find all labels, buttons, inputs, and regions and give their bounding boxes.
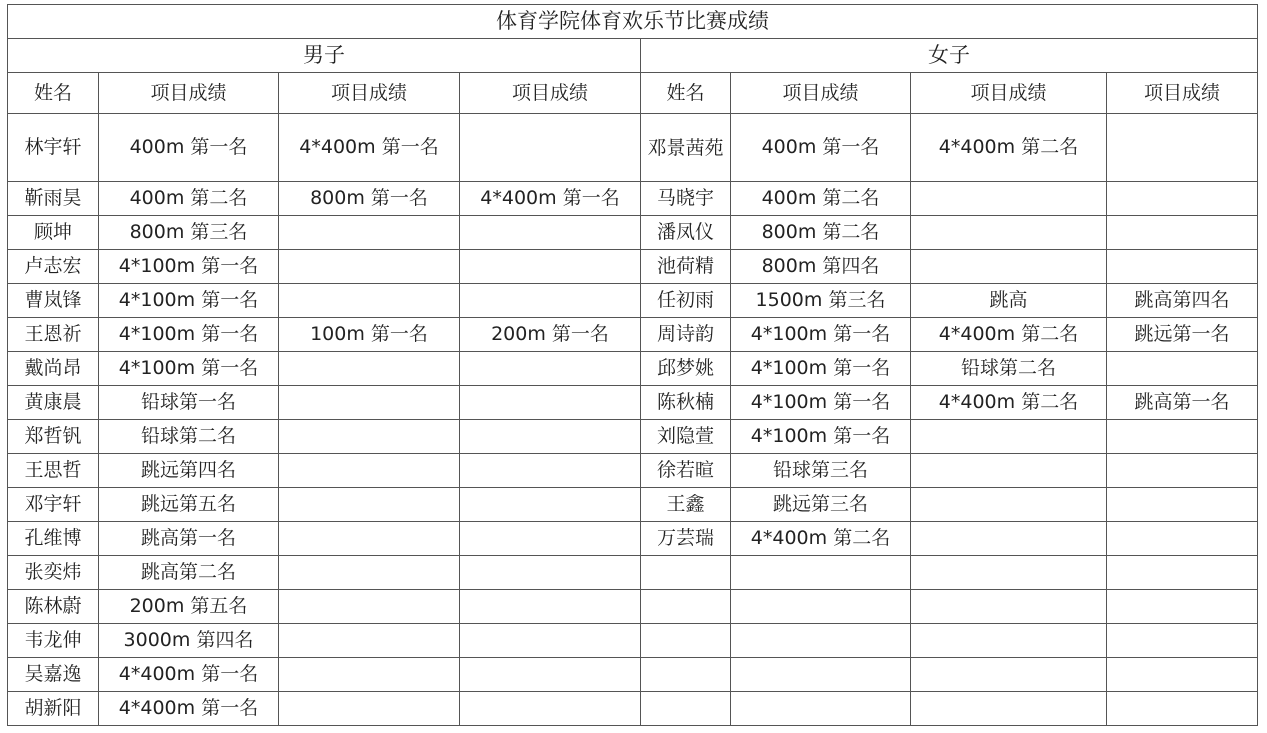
name-cell: 任初雨 — [641, 284, 731, 318]
table-row — [8, 352, 1258, 386]
name-cell: 徐若暄 — [641, 454, 731, 488]
header-row — [8, 73, 1258, 114]
name-cell — [641, 556, 731, 590]
result-cell — [911, 522, 1107, 556]
result-cell: 跳高第一名 — [1107, 386, 1258, 420]
result-cell — [279, 386, 460, 420]
result-cell — [279, 352, 460, 386]
result-cell — [460, 488, 641, 522]
name-cell: 孔维博 — [8, 522, 99, 556]
result-cell — [460, 216, 641, 250]
name-cell: 潘凤仪 — [641, 216, 731, 250]
result-cell — [279, 284, 460, 318]
result-cell — [1107, 556, 1258, 590]
result-cell — [460, 250, 641, 284]
name-cell: 林宇轩 — [8, 114, 99, 182]
name-cell: 张奕炜 — [8, 556, 99, 590]
result-cell: 400m 第二名 — [731, 182, 911, 216]
header-cell: 项目成绩 — [279, 73, 460, 114]
result-cell: 4*400m 第一名 — [99, 692, 279, 726]
result-cell — [279, 590, 460, 624]
result-cell: 4*400m 第一名 — [99, 658, 279, 692]
result-cell: 800m 第一名 — [279, 182, 460, 216]
result-cell: 跳高第一名 — [99, 522, 279, 556]
name-cell — [641, 590, 731, 624]
name-cell: 万芸瑞 — [641, 522, 731, 556]
result-cell — [911, 420, 1107, 454]
result-cell — [460, 692, 641, 726]
result-cell: 800m 第四名 — [731, 250, 911, 284]
result-cell — [731, 556, 911, 590]
result-cell: 铅球第二名 — [911, 352, 1107, 386]
result-cell — [911, 182, 1107, 216]
name-cell — [641, 624, 731, 658]
result-cell: 4*400m 第二名 — [911, 114, 1107, 182]
result-cell — [1107, 692, 1258, 726]
name-cell: 郑哲钒 — [8, 420, 99, 454]
result-cell — [279, 624, 460, 658]
table-row — [8, 386, 1258, 420]
result-cell: 4*100m 第一名 — [99, 318, 279, 352]
result-cell: 200m 第五名 — [99, 590, 279, 624]
result-cell — [460, 352, 641, 386]
result-cell: 400m 第二名 — [99, 182, 279, 216]
header-cell: 项目成绩 — [99, 73, 279, 114]
name-cell: 周诗韵 — [641, 318, 731, 352]
table-row — [8, 114, 1258, 182]
result-cell — [911, 454, 1107, 488]
name-cell — [641, 658, 731, 692]
table-row — [8, 488, 1258, 522]
result-cell: 跳高 — [911, 284, 1107, 318]
result-cell: 4*400m 第一名 — [279, 114, 460, 182]
result-cell — [279, 522, 460, 556]
results-table — [7, 4, 1258, 726]
table-row — [8, 250, 1258, 284]
result-cell — [279, 216, 460, 250]
result-cell — [1107, 420, 1258, 454]
result-cell — [731, 624, 911, 658]
result-cell: 4*100m 第一名 — [99, 250, 279, 284]
result-cell: 4*100m 第一名 — [731, 318, 911, 352]
result-cell: 4*100m 第一名 — [99, 284, 279, 318]
result-cell: 4*400m 第一名 — [460, 182, 641, 216]
name-cell: 陈林蔚 — [8, 590, 99, 624]
name-cell: 王鑫 — [641, 488, 731, 522]
result-cell: 4*100m 第一名 — [99, 352, 279, 386]
result-cell — [911, 658, 1107, 692]
result-cell — [1107, 352, 1258, 386]
result-cell — [460, 454, 641, 488]
section-female: 女子 — [641, 39, 1258, 73]
result-cell: 4*100m 第一名 — [731, 352, 911, 386]
header-cell: 项目成绩 — [1107, 73, 1258, 114]
table-row — [8, 658, 1258, 692]
header-cell: 项目成绩 — [460, 73, 641, 114]
result-cell — [460, 556, 641, 590]
result-cell: 800m 第三名 — [99, 216, 279, 250]
table-row — [8, 692, 1258, 726]
result-cell — [279, 658, 460, 692]
result-cell: 4*400m 第二名 — [911, 386, 1107, 420]
result-cell — [1107, 488, 1258, 522]
table-row — [8, 420, 1258, 454]
title-row — [8, 5, 1258, 39]
result-cell: 跳高第四名 — [1107, 284, 1258, 318]
result-cell: 4*100m 第一名 — [731, 386, 911, 420]
result-cell — [731, 692, 911, 726]
name-cell: 王恩祈 — [8, 318, 99, 352]
name-cell: 王思哲 — [8, 454, 99, 488]
name-cell: 靳雨昊 — [8, 182, 99, 216]
result-cell — [279, 488, 460, 522]
name-cell: 马晓宇 — [641, 182, 731, 216]
result-cell — [460, 658, 641, 692]
result-cell — [911, 488, 1107, 522]
result-cell — [460, 624, 641, 658]
results-sheet — [7, 4, 1258, 726]
result-cell — [279, 420, 460, 454]
result-cell — [460, 522, 641, 556]
result-cell — [460, 114, 641, 182]
result-cell — [1107, 216, 1258, 250]
result-cell: 跳远第四名 — [99, 454, 279, 488]
result-cell: 100m 第一名 — [279, 318, 460, 352]
table-row — [8, 556, 1258, 590]
result-cell — [279, 556, 460, 590]
name-cell: 刘隐萱 — [641, 420, 731, 454]
result-cell: 跳远第三名 — [731, 488, 911, 522]
result-cell — [1107, 522, 1258, 556]
result-cell — [460, 420, 641, 454]
result-cell: 400m 第一名 — [99, 114, 279, 182]
result-cell — [279, 692, 460, 726]
result-cell: 跳远第一名 — [1107, 318, 1258, 352]
result-cell — [279, 454, 460, 488]
result-cell: 400m 第一名 — [731, 114, 911, 182]
result-cell: 4*100m 第一名 — [731, 420, 911, 454]
result-cell — [1107, 454, 1258, 488]
result-cell — [279, 250, 460, 284]
result-cell — [460, 386, 641, 420]
result-cell — [1107, 250, 1258, 284]
result-cell — [911, 556, 1107, 590]
table-row — [8, 216, 1258, 250]
name-cell: 胡新阳 — [8, 692, 99, 726]
result-cell: 铅球第二名 — [99, 420, 279, 454]
name-cell: 黄康晨 — [8, 386, 99, 420]
result-cell: 3000m 第四名 — [99, 624, 279, 658]
table-row — [8, 454, 1258, 488]
name-cell: 邓宇轩 — [8, 488, 99, 522]
name-cell: 曹岚锋 — [8, 284, 99, 318]
name-cell: 吴嘉逸 — [8, 658, 99, 692]
name-cell: 陈秋楠 — [641, 386, 731, 420]
result-cell: 跳高第二名 — [99, 556, 279, 590]
result-cell — [1107, 114, 1258, 182]
result-cell — [1107, 624, 1258, 658]
result-cell: 铅球第三名 — [731, 454, 911, 488]
name-cell: 卢志宏 — [8, 250, 99, 284]
result-cell — [731, 658, 911, 692]
result-cell: 铅球第一名 — [99, 386, 279, 420]
result-cell: 4*400m 第二名 — [911, 318, 1107, 352]
result-cell: 800m 第二名 — [731, 216, 911, 250]
name-cell: 戴尚昂 — [8, 352, 99, 386]
header-cell: 项目成绩 — [731, 73, 911, 114]
section-row — [8, 39, 1258, 73]
header-cell: 姓名 — [8, 73, 99, 114]
header-cell: 姓名 — [641, 73, 731, 114]
result-cell — [460, 284, 641, 318]
name-cell: 顾坤 — [8, 216, 99, 250]
result-cell — [460, 590, 641, 624]
result-cell — [911, 216, 1107, 250]
result-cell: 4*400m 第二名 — [731, 522, 911, 556]
name-cell: 池荷精 — [641, 250, 731, 284]
result-cell — [911, 624, 1107, 658]
table-row — [8, 182, 1258, 216]
result-cell — [1107, 658, 1258, 692]
name-cell: 邱梦姚 — [641, 352, 731, 386]
table-row — [8, 284, 1258, 318]
result-cell: 跳远第五名 — [99, 488, 279, 522]
result-cell — [1107, 182, 1258, 216]
result-cell — [1107, 590, 1258, 624]
section-male: 男子 — [8, 39, 641, 73]
table-row — [8, 522, 1258, 556]
result-cell: 1500m 第三名 — [731, 284, 911, 318]
table-row — [8, 318, 1258, 352]
result-cell — [911, 692, 1107, 726]
header-cell: 项目成绩 — [911, 73, 1107, 114]
result-cell — [911, 590, 1107, 624]
name-cell: 邓景茜苑 — [641, 114, 731, 182]
table-row — [8, 590, 1258, 624]
table-title: 体育学院体育欢乐节比赛成绩 — [8, 5, 1258, 39]
result-cell — [731, 590, 911, 624]
name-cell — [641, 692, 731, 726]
result-cell: 200m 第一名 — [460, 318, 641, 352]
name-cell: 韦龙伸 — [8, 624, 99, 658]
table-row — [8, 624, 1258, 658]
result-cell — [911, 250, 1107, 284]
